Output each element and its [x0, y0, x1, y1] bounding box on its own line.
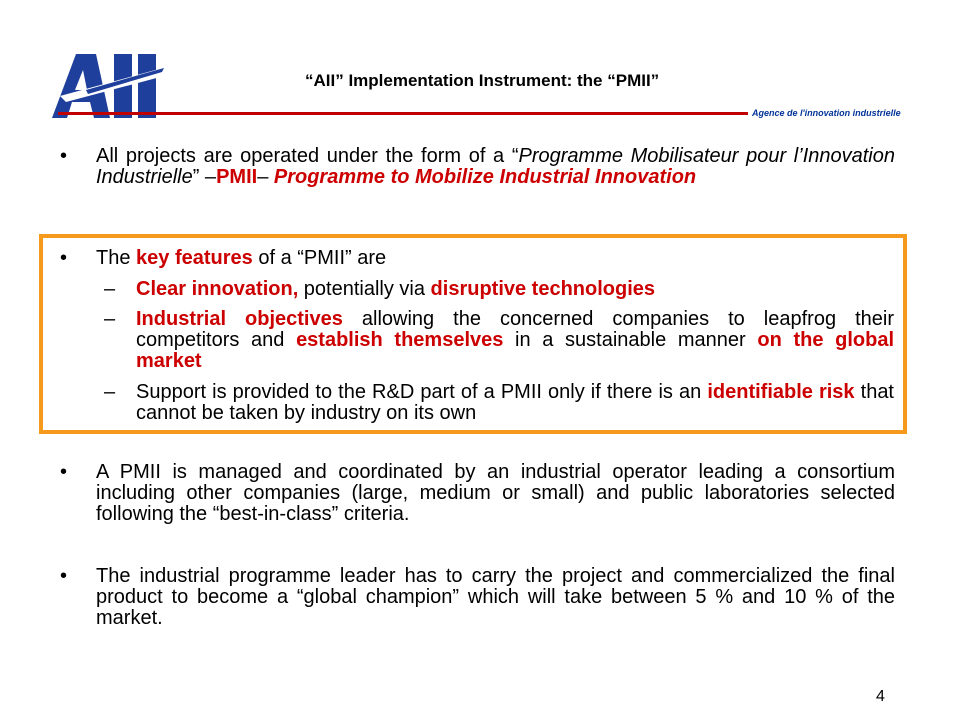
text-run: establish themselves — [296, 329, 504, 351]
bullet-pmii-definition — [60, 146, 895, 188]
bullet-text: A PMII is managed and coordinated by an industrial operator leading a consortium including other companies (large, medium or small) and public laboratories selected following the “best-in-class” criteria. — [96, 461, 895, 525]
dash-marker: – — [104, 381, 116, 403]
bullet-marker: • — [60, 247, 68, 269]
text-run: allowing the concerned companies to leapfrog their competitors and — [136, 308, 895, 351]
text-run: potentially via — [298, 278, 431, 300]
text-run: All projects are operated under the form of a “ — [96, 145, 519, 167]
text-run: Clear innovation, — [136, 278, 299, 300]
dash-marker: – — [104, 278, 116, 300]
agency-name: Agence de l'innovation industrielle — [752, 108, 901, 118]
text-run: that cannot be taken by industry on its own — [136, 381, 894, 424]
text-run: of a “PMII” are — [252, 247, 387, 269]
bullet-programme-leader — [60, 566, 895, 629]
bullet-text — [96, 248, 895, 269]
bullet-pmii-management — [60, 462, 895, 525]
aii-logo — [52, 52, 172, 120]
french-programme-name: Programme Mobilisateur pour l’Innovation Industrielle — [96, 145, 895, 188]
text-run: in a sustainable manner — [503, 329, 758, 351]
text-run: The — [96, 247, 137, 269]
key-features-highlight: key features — [136, 247, 253, 269]
bullet-marker: • — [60, 461, 68, 483]
sub-bullet-industrial-objectives — [104, 309, 894, 372]
text-run: – — [257, 166, 274, 188]
english-programme-name: Programme to Mobilize Industrial Innovation — [273, 166, 697, 188]
text-run: identifiable risk — [707, 381, 855, 403]
bullet-marker: • — [60, 145, 68, 167]
text-run: Support is provided to the R&D part of a PMII only if there is an — [136, 381, 708, 403]
sub-bullet-clear-innovation — [104, 279, 894, 300]
slide-title: “AII” Implementation Instrument: the “PMII” — [305, 71, 660, 90]
header-divider — [58, 112, 748, 115]
text-run: on the global market — [136, 329, 894, 372]
sub-bullet-text — [136, 382, 894, 424]
dash-marker: – — [104, 308, 116, 330]
bullet-text: The industrial programme leader has to carry the project and commercialized the final product to become a “global champion” which will take between 5 % and 10 % of the market. — [96, 565, 895, 629]
bullet-key-features — [60, 248, 895, 269]
text-run: Industrial objectives — [136, 308, 343, 330]
page-number: 4 — [876, 688, 885, 705]
text-run: disruptive technologies — [430, 278, 656, 300]
sub-bullet-text — [136, 279, 894, 300]
sub-bullet-text — [136, 309, 894, 372]
bullet-text — [96, 146, 895, 188]
bullet-marker: • — [60, 565, 68, 587]
pmii-acronym: PMII — [216, 166, 258, 188]
sub-bullet-support — [104, 382, 894, 424]
text-run: ” – — [192, 166, 217, 188]
